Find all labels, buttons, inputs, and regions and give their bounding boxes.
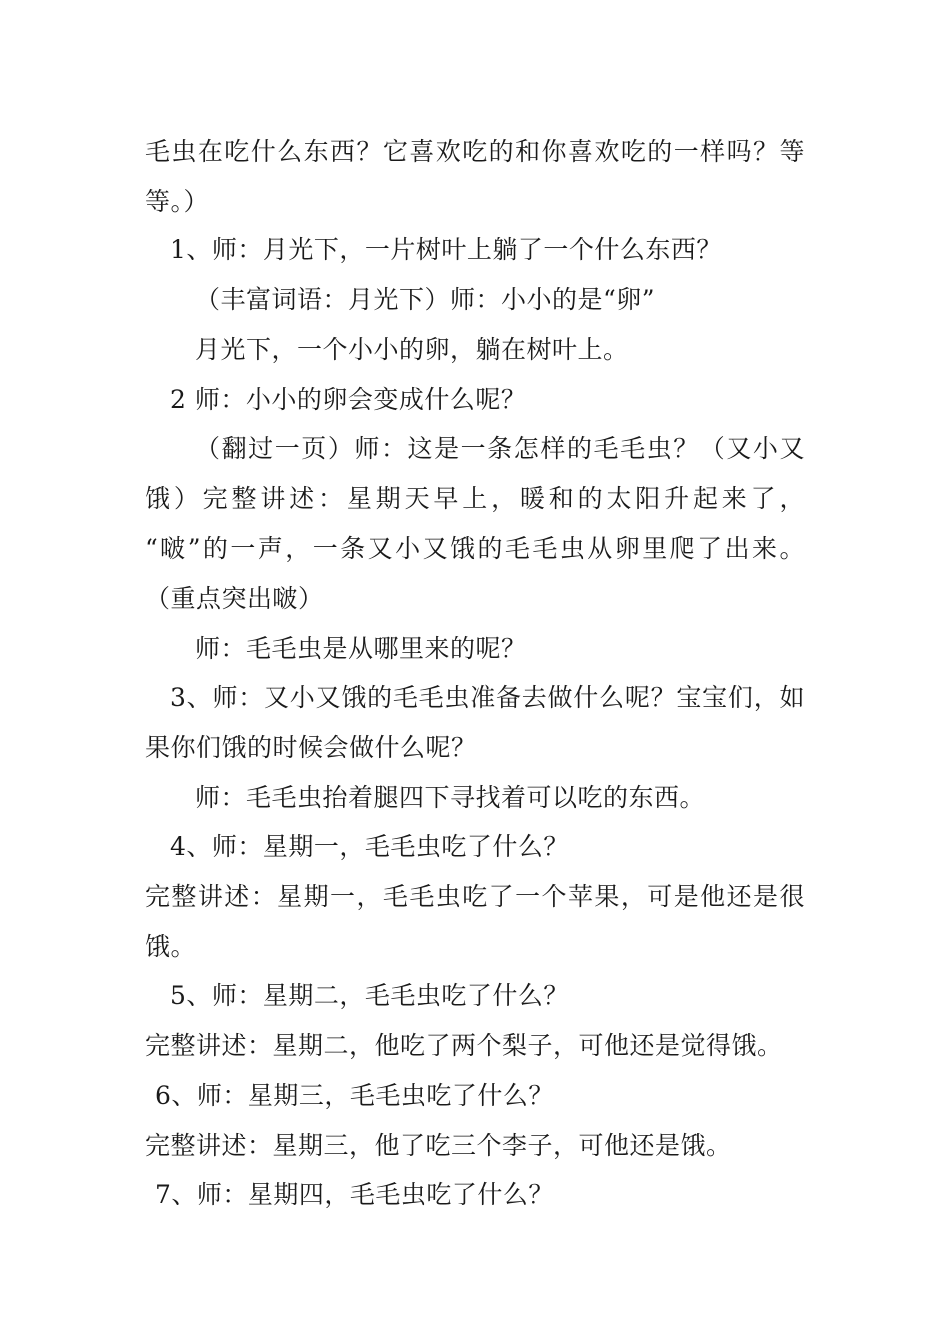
text-line: 4、师：星期一，毛毛虫吃了什么？ bbox=[170, 832, 569, 861]
text-line: 5、师：星期二，毛毛虫吃了什么？ bbox=[170, 981, 569, 1010]
text-line: “啵”的一声，一条又小又饿的毛毛虫从卵里爬了出来。 bbox=[145, 534, 805, 563]
text-line: 月光下，一个小小的卵，躺在树叶上。 bbox=[195, 335, 629, 364]
text-line: 完整讲述：星期三，他了吃三个李子，可他还是饿。 bbox=[145, 1131, 732, 1160]
text-line: （翻过一页）师：这是一条怎样的毛毛虫？（又小又 bbox=[195, 434, 805, 463]
text-line: 等。） bbox=[145, 187, 210, 216]
text-line: 6、师：星期三，毛毛虫吃了什么？ bbox=[155, 1081, 554, 1110]
text-line: 饿。 bbox=[145, 932, 197, 961]
text-line: 师：毛毛虫抬着腿四下寻找着可以吃的东西。 bbox=[195, 783, 706, 812]
text-line: 1、师：月光下，一片树叶上躺了一个什么东西？ bbox=[170, 235, 722, 264]
text-line: 果你们饿的时候会做什么呢？ bbox=[145, 733, 477, 762]
text-line: 2 师：小小的卵会变成什么呢？ bbox=[170, 385, 527, 414]
text-line: （重点突出啵） bbox=[145, 584, 324, 613]
text-line: 师：毛毛虫是从哪里来的呢？ bbox=[195, 634, 527, 663]
text-line: 饿）完整讲述：星期天早上，暖和的太阳升起来了， bbox=[145, 484, 805, 513]
text-line: 完整讲述：星期一，毛毛虫吃了一个苹果，可是他还是很 bbox=[145, 882, 805, 911]
text-line: （丰富词语：月光下）师：小小的是“卵” bbox=[195, 285, 656, 314]
text-line: 3、师：又小又饿的毛毛虫准备去做什么呢？宝宝们，如 bbox=[170, 683, 805, 712]
text-line: 毛虫在吃什么东西？它喜欢吃的和你喜欢吃的一样吗？等 bbox=[145, 137, 805, 166]
text-line: 7、师：星期四，毛毛虫吃了什么？ bbox=[155, 1180, 554, 1209]
text-line: 完整讲述：星期二，他吃了两个梨子，可他还是觉得饿。 bbox=[145, 1031, 783, 1060]
